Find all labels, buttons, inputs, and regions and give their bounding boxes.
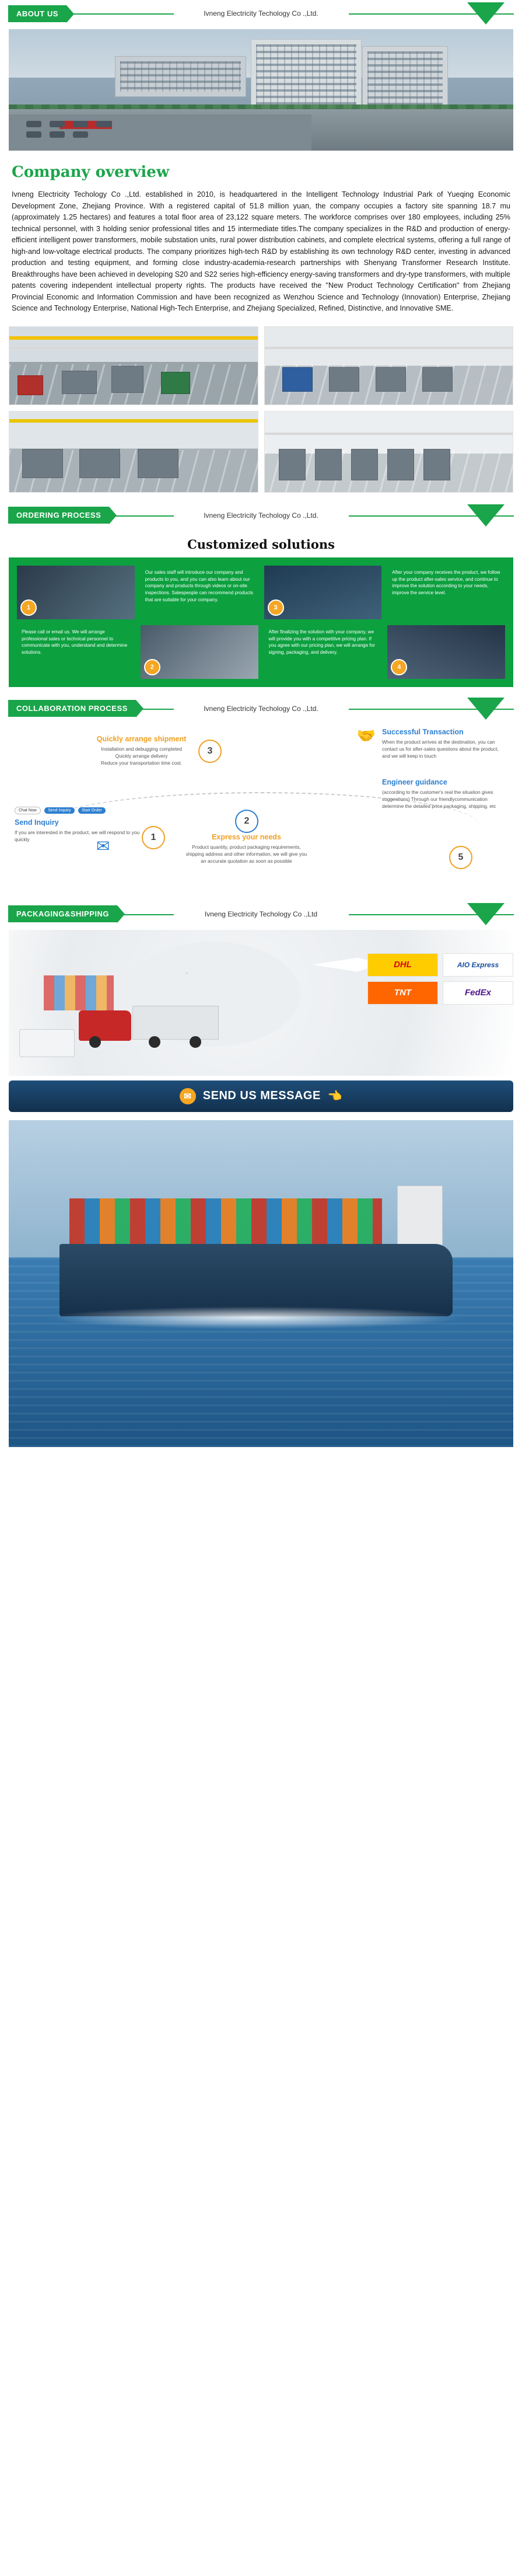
gallery-photo-warehouse — [264, 411, 514, 493]
section-header-about — [0, 0, 522, 27]
fedex-logo: FedEx — [443, 981, 513, 1005]
ceiling-rail — [265, 347, 513, 349]
collab-number-1: 1 — [142, 826, 165, 849]
solution-text-1: Our sales staff will introduce our company and products to you, and you can also learn about our company and products through videos or on-site inspections. Salespeople can recommend products that are suitable for your company. — [141, 566, 258, 619]
section-tag-about: ABOUT US — [8, 5, 66, 22]
solution-image-4 — [387, 625, 505, 679]
stored-unit — [387, 449, 414, 480]
envelope-icon: ✉ — [180, 1088, 196, 1104]
transformer-unit — [329, 367, 359, 392]
chevron-down-icon — [467, 2, 505, 25]
section-header-packaging — [0, 901, 522, 928]
truck-wheel — [149, 1036, 160, 1048]
ceiling-rail — [9, 347, 258, 349]
tnt-logo: TNT — [367, 981, 438, 1005]
building-center — [251, 39, 362, 114]
company-name-ordering: Ivneng Electricity Techology Co .,Ltd. — [174, 511, 349, 520]
collab-step-3-title: Quickly arrange shipment — [96, 734, 187, 743]
overview-body: Ivneng Electricity Techology Co .,Ltd. established in 2010, is headquartered in the Intelligent Technology Industrial Park of Yueqing Economic Development Zone, Zhejiang Province. With a registered capital of 51.8 million yuan, the company occupies a factory site spanning 18.7 mu (approximately 1.25 hectares) and features a total floor area of 23,122 square meters. The workforce comprises over 180 employees, including 25% technical personnel, with 3 holding senior professional titles and 15 intermediate titles.The company specializes in the R&D and production of energy-efficient intelligent power transformers, mobile substation units, rural power distribution cabinets, and complete electrical systems, offering a full range of high-and low-voltage electrical products. The company prioritizes high-tech R&D by establishing its own technology R&D center, investing in advanced production and testing equipment, and forming close industry-academia-research partnerships with Shenyang Transformer Research Institute. Breakthroughs have been achieved in developing S20 and S22 series high-efficiency energy-saving transformers and dry-type transformers, with multiple patents covering independent intellectual property rights. The products have received the "New Product Technology Certification" from Zhejiang Provincial Economic and Information Commission and have been recognized as Wenzhou Science and Technology (Innovation) Enterprise, Zhejiang Science and Technology Enterprise, National High-Tech Enterprise, and Zhejiang Specialized, Refined, Distinctive, and Innovative SME. — [12, 190, 510, 313]
bow-wave-foam — [49, 1306, 463, 1329]
solution-text-4: After your company receives the product, we follow up the product after-sales service, and continue to improve the solution according to your needs, improve the service level. — [387, 566, 505, 619]
collab-step-5-body: When the product arrives at the destination, you can contact us for after-sales questions about the product, and we will keep in touch — [382, 738, 499, 759]
transformer-unit — [282, 367, 313, 392]
chevron-down-icon — [467, 504, 505, 527]
step-badge-2: 2 — [144, 659, 160, 675]
truck-trailer — [132, 1006, 219, 1040]
pointing-hand-icon: 👈 — [327, 1090, 343, 1103]
car — [73, 131, 88, 138]
ship-hull — [59, 1244, 453, 1316]
windows — [256, 44, 356, 109]
truck-wheel — [89, 1036, 101, 1048]
car — [50, 131, 65, 138]
send-us-message-label: SEND US MESSAGE — [202, 1089, 321, 1103]
truck-graphic — [79, 1000, 219, 1052]
collab-step-5-title: Successful Transaction — [382, 727, 464, 736]
handshake-icon: 🤝 — [356, 726, 376, 744]
company-name-collaboration: Ivneng Electricity Techology Co .,Ltd. — [174, 705, 349, 713]
collab-number-5: 5 — [449, 846, 472, 869]
section-tag-ordering: ORDERING PROCESS — [8, 507, 109, 524]
transformer-unit — [111, 366, 143, 393]
gallery-photo-assembly-line — [264, 326, 514, 405]
company-overview — [0, 151, 522, 320]
hero-factory-photo — [9, 29, 513, 151]
transformer-unit — [62, 371, 97, 394]
collab-step-3 — [79, 735, 204, 767]
send-us-message-button[interactable] — [9, 1080, 513, 1112]
collab-number-2: 2 — [235, 810, 258, 833]
section-tag-collaboration: COLLABORATION PROCESS — [8, 700, 136, 717]
stored-unit — [351, 449, 378, 480]
solution-text-3: After finalizing the solution with your company, we will provide you with a competitive pricing plan. If you agree with our pricing plan, we will arrange for signing, packaging, and delivery. — [264, 625, 382, 679]
factory-photo-grid — [0, 320, 522, 496]
crane-beam — [9, 419, 258, 423]
car — [50, 121, 65, 127]
collab-step-3-line-2: Quickly arrange delivery — [115, 752, 168, 759]
courier-logos — [367, 953, 513, 1005]
collab-step-4 — [382, 778, 507, 810]
collab-step-1-chips — [15, 804, 140, 815]
solution-image-3 — [264, 566, 382, 619]
collab-step-2 — [184, 833, 309, 865]
car — [26, 121, 41, 127]
collab-step-1 — [15, 804, 140, 843]
cta-wrapper — [9, 1080, 513, 1112]
dhl-logo: DHL — [367, 953, 438, 977]
collaboration-process — [9, 722, 513, 897]
transformer-unit — [161, 372, 190, 394]
step-badge-1: 1 — [20, 599, 37, 616]
collab-number-3: 3 — [198, 740, 222, 763]
windows — [120, 61, 241, 92]
winding-machine — [22, 449, 63, 478]
transformer-unit — [422, 367, 453, 392]
chevron-down-icon — [467, 903, 505, 925]
aio-express-logo: AIO Express — [443, 953, 513, 977]
car — [73, 121, 88, 127]
forklift — [17, 375, 43, 395]
chip-start-order[interactable]: Start Order — [78, 807, 106, 814]
section-tag-packaging: PACKAGING&SHIPPING — [8, 905, 117, 922]
company-name-packaging: Ivneng Electricity Techology Co .,Ltd — [174, 910, 349, 918]
collab-step-2-title: Express your needs — [212, 832, 281, 841]
chip-send-inquiry[interactable]: Send Inquiry — [44, 807, 74, 814]
envelope-icon: ✉ — [96, 836, 110, 855]
chevron-down-icon — [467, 698, 505, 720]
overview-title: Company overview — [12, 163, 170, 181]
winding-machine — [138, 449, 178, 478]
company-name-about: Ivneng Electricity Techology Co .,Ltd. — [174, 9, 349, 18]
truck-cab — [79, 1010, 131, 1041]
collab-step-1-body: If you are interested in the product, we will respond to you quickly — [15, 829, 140, 842]
building-left — [115, 56, 246, 97]
truck-wheel — [190, 1036, 201, 1048]
section-header-collaboration — [0, 695, 522, 722]
stored-unit — [279, 449, 306, 480]
chip-chat-now[interactable]: Chat Now — [15, 807, 41, 814]
collab-step-5 — [382, 728, 507, 760]
ship-containers — [69, 1198, 382, 1247]
step-badge-4: 4 — [391, 659, 407, 675]
collab-step-3-line-3: Reduce your transportation time cost. — [100, 760, 183, 766]
solutions-title: Customized solutions — [187, 536, 335, 552]
cargo-ship-photo — [9, 1120, 513, 1447]
ceiling-rail — [265, 433, 513, 435]
delivery-van — [19, 1029, 75, 1057]
collab-step-1-title: Send Inquiry — [15, 818, 59, 827]
section-header-ordering — [0, 502, 522, 529]
solution-image-2 — [141, 625, 258, 679]
collab-step-3-line-1: Installation and debugging completed — [101, 745, 182, 752]
shipping-illustration — [9, 930, 513, 1076]
solution-text-2: Please call or email us. We will arrange professional sales or technical personnel to communicate with you, understand and determine solutions. — [17, 625, 135, 679]
car — [26, 131, 41, 138]
ship-bridge — [397, 1186, 443, 1247]
crane-beam — [9, 336, 258, 340]
car — [96, 121, 111, 127]
gallery-photo-winding-shop — [9, 411, 258, 493]
step-badge-3: 3 — [268, 599, 284, 616]
collab-step-2-body: Product quantity, product packaging requirements, shipping address and other information, we will give you an accurate quotation as soon as possible — [185, 843, 307, 865]
solution-image-1 — [17, 566, 135, 619]
collab-step-4-title: Engineer guidance — [382, 778, 447, 786]
transformer-unit — [376, 367, 406, 392]
gallery-photo-workshop-forklift — [9, 326, 258, 405]
winding-machine — [79, 449, 120, 478]
collab-step-4-body: (according to the customer's real the situation gives suggestions) Through our friendlycommunication determine the detailed price packaging, shipping, etc — [382, 789, 496, 810]
windows — [367, 51, 443, 109]
stored-unit — [423, 449, 450, 480]
solutions-grid — [9, 557, 513, 687]
stored-unit — [315, 449, 342, 480]
